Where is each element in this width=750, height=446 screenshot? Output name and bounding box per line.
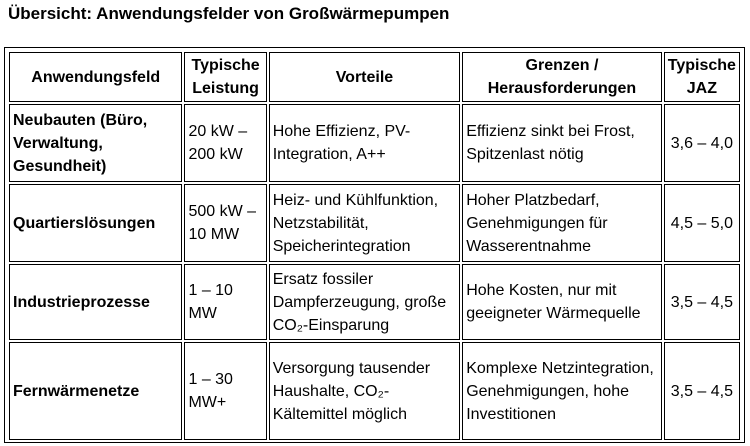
cell-jaz: 3,5 – 4,5 — [664, 264, 740, 340]
table-row — [9, 104, 740, 182]
cell-leistung: 20 kW – 200 kW — [184, 104, 266, 182]
header-anwendungsfeld: Anwendungsfeld — [9, 52, 182, 102]
cell-leistung: 500 kW – 10 MW — [184, 184, 266, 262]
cell-jaz: 3,5 – 4,5 — [664, 342, 740, 440]
cell-grenzen: Komplexe Netzintegration, Genehmigungen, hohe Investitionen — [462, 342, 662, 440]
cell-anwendungsfeld: Industrieprozesse — [9, 264, 182, 340]
cell-vorteile: Heiz- und Kühlfunktion, Netzstabilität, Speicherintegration — [269, 184, 461, 262]
cell-leistung: 1 – 30 MW+ — [184, 342, 266, 440]
table-row — [9, 264, 740, 340]
cell-jaz: 4,5 – 5,0 — [664, 184, 740, 262]
page-title: Übersicht: Anwendungsfelder von Großwärmepumpen — [8, 4, 450, 23]
cell-anwendungsfeld: Neubauten (Büro, Verwaltung, Gesundheit) — [9, 104, 182, 182]
cell-grenzen: Hoher Platzbedarf, Genehmigungen für Wasserentnahme — [462, 184, 662, 262]
header-jaz: Typische JAZ — [664, 52, 740, 102]
cell-vorteile: Ersatz fossiler Dampferzeugung, große CO₂-Einsparung — [269, 264, 461, 340]
cell-anwendungsfeld: Quartierslösungen — [9, 184, 182, 262]
table-row — [9, 184, 740, 262]
cell-vorteile: Hohe Effizienz, PV-Integration, A++ — [269, 104, 461, 182]
cell-jaz: 3,6 – 4,0 — [664, 104, 740, 182]
overview-table-frame — [4, 47, 745, 443]
cell-leistung: 1 – 10 MW — [184, 264, 266, 340]
cell-anwendungsfeld: Fernwärmenetze — [9, 342, 182, 440]
cell-grenzen: Hohe Kosten, nur mit geeigneter Wärmequelle — [462, 264, 662, 340]
cell-grenzen: Effizienz sinkt bei Frost, Spitzenlast nötig — [462, 104, 662, 182]
header-grenzen: Grenzen / Herausforderungen — [462, 52, 662, 102]
overview-table — [7, 50, 742, 442]
header-leistung: Typische Leistung — [184, 52, 266, 102]
header-vorteile: Vorteile — [269, 52, 461, 102]
table-row — [9, 342, 740, 440]
table-header-row — [9, 52, 740, 102]
cell-vorteile: Versorgung tausender Haushalte, CO₂-Kältemittel möglich — [269, 342, 461, 440]
